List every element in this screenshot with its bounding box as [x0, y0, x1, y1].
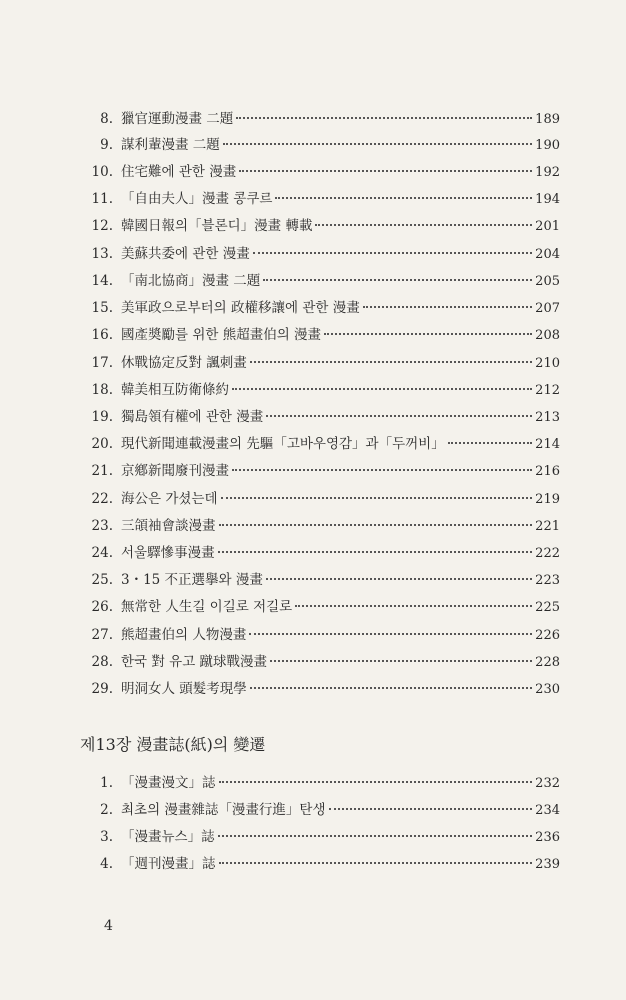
entry-page: 234 [535, 803, 560, 818]
entry-title: 海公은 가셨는데 [121, 491, 218, 507]
dot-leader [329, 807, 533, 810]
entry-number: 16. [91, 327, 113, 343]
entry-title: 熊超畫伯의 人物漫畫 [121, 627, 247, 643]
entry-title: 謀利輩漫畫 二題 [121, 137, 220, 153]
entry-number: 22. [91, 491, 113, 507]
toc-entry [80, 772, 560, 794]
entry-title: 「漫畫漫文」誌 [121, 775, 216, 791]
toc-entry [80, 188, 560, 210]
dot-leader [270, 659, 532, 662]
entry-page: 208 [535, 328, 560, 343]
toc-entry [80, 324, 560, 346]
entry-page: 232 [535, 776, 560, 791]
entry-number: 2. [100, 802, 113, 818]
dot-leader [266, 414, 532, 417]
entry-title: 한국 對 유고 蹴球戰漫畫 [121, 654, 268, 670]
entry-page: 225 [535, 600, 560, 615]
entry-page: 201 [535, 219, 560, 234]
toc-entry [80, 108, 560, 130]
entry-page: 226 [535, 628, 560, 643]
toc-entry [80, 215, 560, 237]
entry-number: 4. [100, 856, 113, 872]
entry-number: 10. [91, 164, 113, 180]
dot-leader [249, 632, 532, 635]
dot-leader [448, 441, 532, 444]
entry-title: 住宅難에 관한 漫畫 [121, 164, 237, 180]
dot-leader [250, 360, 532, 363]
entry-number: 17. [91, 355, 113, 371]
dot-leader [266, 577, 532, 580]
entry-title: 「週刊漫畫」誌 [121, 856, 216, 872]
entry-title: 최초의 漫畫雜誌「漫畫行進」탄생 [121, 802, 326, 818]
entry-title: 서울驛慘事漫畫 [121, 545, 215, 561]
entry-title: 無常한 人生길 이길로 저길로 [121, 599, 293, 615]
entry-number: 25. [91, 572, 113, 588]
entry-page: 190 [535, 138, 560, 153]
toc-entry [80, 596, 560, 618]
entry-title: 現代新聞連載漫畫의 先驅「고바우영감」과「두꺼비」 [121, 436, 445, 452]
entry-title: 3・15 不正選擧와 漫畫 [121, 572, 263, 588]
entry-title: 明洞女人 頭髮考現學 [121, 681, 247, 697]
entry-page: 207 [535, 301, 560, 316]
entry-page: 236 [535, 830, 560, 845]
entry-page: 214 [535, 437, 560, 452]
toc-entry [80, 853, 560, 875]
entry-number: 8. [100, 111, 113, 127]
toc-entry [80, 624, 560, 646]
dot-leader [363, 305, 532, 308]
entry-title: 三頜袖會談漫畫 [121, 518, 216, 534]
dot-leader [324, 332, 532, 335]
toc-entry [80, 515, 560, 537]
toc-entry [80, 569, 560, 591]
page-number: 4 [104, 918, 113, 934]
dot-leader [253, 251, 532, 254]
entry-page: 192 [535, 165, 560, 180]
toc-entry [80, 678, 560, 700]
entry-page: 205 [535, 274, 560, 289]
dot-leader [232, 387, 532, 390]
entry-number: 11. [91, 191, 113, 207]
entry-title: 美軍政으로부터의 政權移讓에 관한 漫畫 [121, 300, 360, 316]
entry-page: 222 [535, 546, 560, 561]
entry-title: 韓美相互防衛條約 [121, 382, 229, 398]
entry-number: 27. [91, 627, 113, 643]
dot-leader [236, 116, 532, 119]
entry-page: 228 [535, 655, 560, 670]
dot-leader [219, 861, 533, 864]
dot-leader [232, 468, 532, 471]
entry-title: 國產奬勵를 위한 熊超畫伯의 漫畫 [121, 327, 322, 343]
entry-number: 23. [91, 518, 113, 534]
dot-leader [218, 550, 533, 553]
entry-page: 204 [535, 247, 560, 262]
entry-title: 韓國日報의「블론디」漫畫 轉載 [121, 218, 313, 234]
entry-title: 美蘇共委에 관한 漫畫 [121, 246, 250, 262]
toc-entry [80, 826, 560, 848]
toc-entry [80, 542, 560, 564]
dot-leader [275, 196, 532, 199]
toc-entry [80, 799, 560, 821]
entry-page: 213 [535, 410, 560, 425]
entry-page: 216 [535, 464, 560, 479]
dot-leader [223, 142, 532, 145]
entry-number: 29. [91, 681, 113, 697]
entry-title: 「自由夫人」漫畫 콩쿠르 [121, 191, 273, 207]
toc-entry [80, 433, 560, 455]
entry-page: 223 [535, 573, 560, 588]
entry-page: 194 [535, 192, 560, 207]
entry-title: 「漫畫뉴스」誌 [121, 829, 215, 845]
entry-page: 212 [535, 383, 560, 398]
dot-leader [263, 278, 532, 281]
dot-leader [218, 834, 533, 837]
entry-number: 28. [91, 654, 113, 670]
toc-entry [80, 406, 560, 428]
dot-leader [295, 604, 532, 607]
entry-number: 9. [100, 137, 113, 153]
entry-page: 239 [535, 857, 560, 872]
entry-page: 210 [535, 356, 560, 371]
dot-leader [221, 496, 533, 499]
dot-leader [315, 223, 532, 226]
entry-number: 15. [91, 300, 113, 316]
toc-entry [80, 651, 560, 673]
toc-entry [80, 243, 560, 265]
toc-entry [80, 161, 560, 183]
toc-entry [80, 297, 560, 319]
toc-entry [80, 379, 560, 401]
toc-entry [80, 352, 560, 374]
entry-number: 26. [91, 599, 113, 615]
entry-page: 189 [535, 112, 560, 127]
entry-number: 20. [91, 436, 113, 452]
chapter-heading: 제13장 漫畫誌(紙)의 變遷 [80, 735, 266, 754]
toc-entry [80, 134, 560, 156]
entry-number: 24. [91, 545, 113, 561]
toc-entry [80, 460, 560, 482]
entry-number: 18. [91, 382, 113, 398]
entry-title: 「南北協商」漫畫 二題 [121, 273, 261, 289]
entry-number: 3. [100, 829, 113, 845]
dot-leader [219, 523, 533, 526]
entry-title: 休戰協定反對 諷刺畫 [121, 355, 247, 371]
entry-title: 京鄕新聞廢刊漫畫 [121, 463, 229, 479]
entry-number: 14. [91, 273, 113, 289]
entry-title: 獨島領有權에 관한 漫畫 [121, 409, 264, 425]
dot-leader [219, 780, 533, 783]
entry-page: 221 [535, 519, 560, 534]
entry-number: 13. [91, 246, 113, 262]
entry-number: 1. [100, 775, 113, 791]
toc-entry [80, 488, 560, 510]
entry-number: 21. [91, 463, 113, 479]
entry-page: 230 [535, 682, 560, 697]
dot-leader [239, 169, 532, 172]
toc-entry [80, 270, 560, 292]
dot-leader [250, 686, 532, 689]
entry-number: 19. [91, 409, 113, 425]
entry-page: 219 [535, 492, 560, 507]
entry-title: 獵官運動漫畫 二題 [121, 111, 234, 127]
entry-number: 12. [91, 218, 113, 234]
